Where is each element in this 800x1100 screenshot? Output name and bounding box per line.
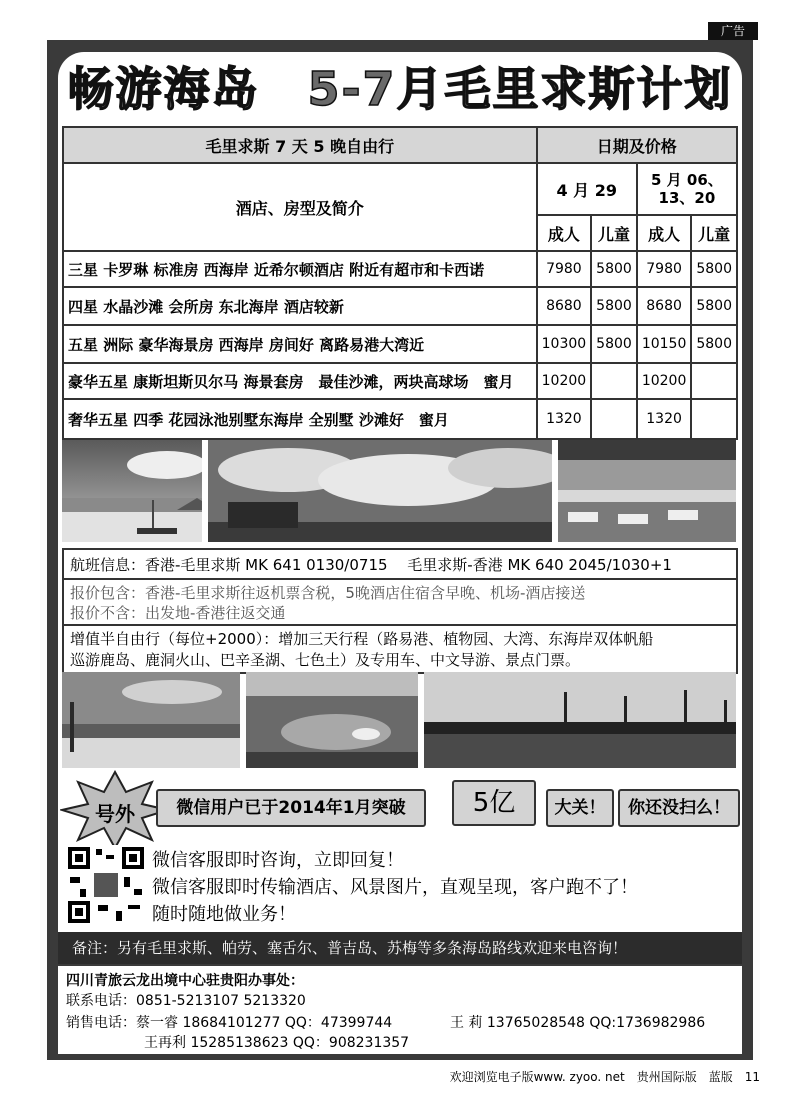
date-price-header: 日期及价格 (537, 127, 737, 163)
price-cell (691, 399, 737, 439)
hotel-cell: 五星 洲际 豪华海景房 西海岸 房间好 离路易港大湾近 (63, 325, 537, 363)
sky-coast-photo (208, 440, 552, 542)
product-header: 毛里求斯 7 天 5 晚自由行 (63, 127, 537, 163)
hotel-header: 酒店、房型及简介 (63, 163, 537, 251)
child-header-2: 儿童 (691, 215, 737, 251)
milestone-box: 大关！ (546, 789, 614, 827)
table-row (63, 287, 737, 325)
price-cell: 1320 (637, 399, 692, 439)
ad-tag: 广告 (708, 22, 758, 40)
count-box: 5亿 (452, 780, 536, 826)
price-cell: 10200 (537, 363, 592, 399)
price-cell: 5800 (591, 251, 637, 287)
price-cell: 7980 (637, 251, 692, 287)
price-cell: 5800 (691, 251, 737, 287)
price-cell (691, 363, 737, 399)
golf-course-photo (246, 672, 418, 768)
price-excluded: 报价不含：出发地-香港往返交通 (70, 604, 286, 622)
price-cell (591, 363, 637, 399)
price-cell: 7980 (537, 251, 592, 287)
price-cell: 10300 (537, 325, 592, 363)
extra-star-badge (60, 770, 170, 850)
flight-info: 航班信息：香港-毛里求斯 MK 641 0130/0715 毛里求斯-香港 MK 640 2045/1030+1 (70, 556, 672, 574)
addon-line-1: 增值半自由行（每位+2000）：增加三天行程（路易港、植物园、大湾、东海岸双体帆船 (70, 630, 654, 648)
table-row (63, 251, 737, 287)
price-cell: 10150 (637, 325, 692, 363)
office-name: 四川青旅云龙出境中心驻贵阳办事处： (66, 973, 304, 989)
hotel-cell: 豪华五星 康斯坦斯贝尔马 海景套房 最佳沙滩，两块高球场 蜜月 (63, 363, 537, 399)
flight-info-box (62, 548, 738, 580)
wechat-line-3: 随时随地做业务！ (152, 904, 296, 925)
contact-block (58, 966, 742, 1054)
sales-contact-2: 王 莉 13765028548 QQ:1736982986 (450, 1015, 706, 1031)
beach-palms-photo (62, 672, 240, 768)
date-column-1: 4 月 29 (537, 163, 637, 215)
price-cell: 5800 (691, 287, 737, 325)
star-text: 号外 (95, 802, 135, 826)
page-title: 畅游海岛 5-7月毛里求斯计划 (67, 62, 733, 116)
price-cell: 5800 (691, 325, 737, 363)
adult-header-1: 成人 (537, 215, 592, 251)
price-cell: 8680 (637, 287, 692, 325)
table-row (63, 399, 737, 439)
scan-box: 你还没扫么！ (618, 789, 740, 827)
page-footer: 欢迎浏览电子版www. zyoo. net 贵州国际版 蓝版 11 (449, 1070, 760, 1084)
contact-phone: 联系电话：0851-5213107 5213320 (66, 993, 306, 1009)
price-cell (591, 399, 637, 439)
sales-contact-3: 王再利 15285138623 QQ：908231357 (144, 1035, 410, 1051)
restaurant-terrace-photo (558, 440, 736, 542)
beach-umbrella-photo (62, 440, 202, 542)
addon-box (62, 624, 738, 674)
child-header-1: 儿童 (591, 215, 637, 251)
price-table (62, 126, 738, 440)
table-row (63, 325, 737, 363)
price-cell: 10200 (637, 363, 692, 399)
price-scope-box (62, 578, 738, 626)
table-row (63, 363, 737, 399)
remarks-bar: 备注：另有毛里求斯、帕劳、塞舌尔、普吉岛、苏梅等多条海岛路线欢迎来电咨询！ (58, 932, 742, 964)
wechat-line-1: 微信客服即时咨询，立即回复！ (152, 850, 404, 871)
hotel-cell: 四星 水晶沙滩 会所房 东北海岸 酒店较新 (63, 287, 537, 325)
hotel-cell: 三星 卡罗琳 标准房 西海岸 近希尔顿酒店 附近有超市和卡西诺 (63, 251, 537, 287)
price-cell: 5800 (591, 287, 637, 325)
sales-contact-1: 销售电话：蔡一睿 18684101277 QQ：47399744 (66, 1015, 393, 1031)
price-cell: 1320 (537, 399, 592, 439)
price-cell: 8680 (537, 287, 592, 325)
adult-header-2: 成人 (637, 215, 692, 251)
wechat-users-box: 微信用户已于2014年1月突破 (156, 789, 426, 827)
wechat-line-2: 微信客服即时传输酒店、风景图片，直观呈现，客户跑不了！ (152, 877, 638, 898)
price-included: 报价包含：香港-毛里求斯往返机票含税，5晚酒店住宿含早晚、机场-酒店接送 (70, 584, 586, 602)
pool-palms-photo (424, 672, 736, 768)
addon-line-2: 巡游鹿岛、鹿洞火山、巴辛圣湖、七色土）及专用车、中文导游、景点门票。 (70, 651, 581, 669)
hotel-cell: 奢华五星 四季 花园泳池别墅东海岸 全别墅 沙滩好 蜜月 (63, 399, 537, 439)
price-cell: 5800 (591, 325, 637, 363)
qr-code[interactable] (66, 845, 146, 925)
date-column-2: 5 月 06、13、20 (637, 163, 737, 215)
